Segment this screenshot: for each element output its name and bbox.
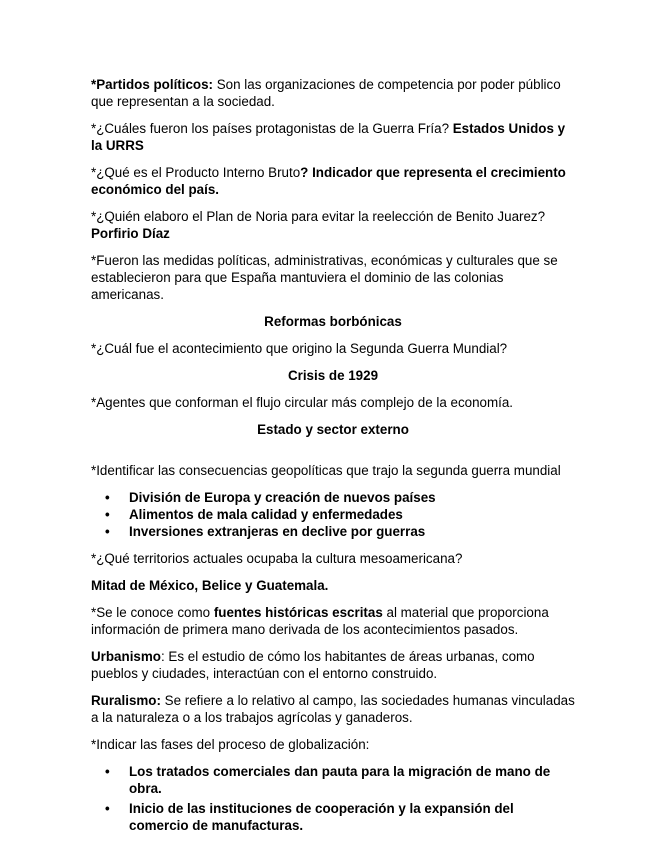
definition-ruralismo: Se refiere a lo relativo al campo, las sociedades humanas vinculadas a la naturaleza o a los trabajos agrícolas y ganaderos. [91, 693, 575, 725]
definition-urbanismo: : Es el estudio de cómo los habitantes de áreas urbanas, como pueblos y ciudades, interactúan con el entorno construido. [91, 649, 535, 681]
term-partidos-politicos: *Partidos políticos: [91, 77, 214, 92]
answer-text: Porfirio Díaz [91, 226, 170, 241]
question-text: *¿Qué territorios actuales ocupaba la cultura mesoamericana? [91, 551, 463, 566]
question-text: *Agentes que conforman el flujo circular más complejo de la economía. [91, 395, 514, 410]
question-text: *Identificar las consecuencias geopolíticas que trajo la segunda guerra mundial [91, 463, 561, 478]
term-fuentes-historicas: fuentes históricas escritas [213, 605, 383, 620]
text-pre: *Se le conoce como [91, 605, 214, 620]
question-text: *¿Quién elaboro el Plan de Noria para evitar la reelección de Benito Juarez? [91, 209, 546, 224]
term-urbanismo: Urbanismo [91, 649, 161, 664]
paragraph-partidos-politicos [91, 76, 575, 110]
question-consecuencias-geopoliticas [91, 462, 575, 479]
question-text: *¿Qué es el Producto Interno Bruto [91, 165, 301, 180]
question-mesoamerica [91, 550, 575, 567]
bullet-list-consecuencias [91, 489, 575, 540]
question-medidas [91, 252, 575, 303]
list-item: • Inversiones extranjeras en declive por guerras [129, 523, 575, 540]
answer-reformas-borbonicas: Reformas borbónicas [264, 314, 402, 329]
definition-partidos-politicos: Son las organizaciones de competencia por poder público que representan a la sociedad. [91, 77, 561, 109]
document-page [91, 76, 575, 844]
answer-crisis-1929: Crisis de 1929 [287, 368, 379, 383]
question-fases-globalizacion [91, 736, 575, 753]
answer-estado-sector-externo: Estado y sector externo [257, 422, 409, 437]
paragraph-fuentes-historicas [91, 604, 575, 638]
list-item: • División de Europa y creación de nuevos países [129, 489, 575, 506]
list-item: • Inicio de las instituciones de cooperación y la expansión del comercio de manufacturas. [129, 800, 575, 834]
bullet-list-globalizacion [91, 763, 575, 834]
question-segunda-guerra [91, 340, 575, 357]
question-guerra-fria [91, 120, 575, 154]
text-post: al material que proporciona información de primera mano derivada de los acontecimientos pasados. [91, 605, 549, 637]
answer-mesoamerica: Mitad de México, Belice y Guatemala. [91, 578, 329, 593]
question-flujo-circular [91, 394, 575, 411]
question-text: *Fueron las medidas políticas, administrativas, económicas y culturales que se establecieron para que España mantuviera el dominio de las colonias americanas. [91, 253, 558, 302]
question-text: *¿Cuál fue el acontecimiento que origino la Segunda Guerra Mundial? [91, 341, 508, 356]
paragraph-urbanismo [91, 648, 575, 682]
spacer [91, 448, 575, 462]
question-pib [91, 164, 575, 198]
term-ruralismo: Ruralismo: [91, 693, 161, 708]
list-item: • Alimentos de mala calidad y enfermedades [129, 506, 575, 523]
question-text: *Indicar las fases del proceso de globalización: [91, 737, 370, 752]
answer-text: ? Indicador que representa el crecimiento económico del país. [91, 165, 566, 197]
question-plan-noria [91, 208, 575, 242]
paragraph-ruralismo [91, 692, 575, 726]
list-item: • Los tratados comerciales dan pauta para la migración de mano de obra. [129, 763, 575, 797]
question-text: *¿Cuáles fueron los países protagonistas de la Guerra Fría? [91, 121, 453, 136]
answer-text: Estados Unidos y la URRS [91, 121, 566, 153]
